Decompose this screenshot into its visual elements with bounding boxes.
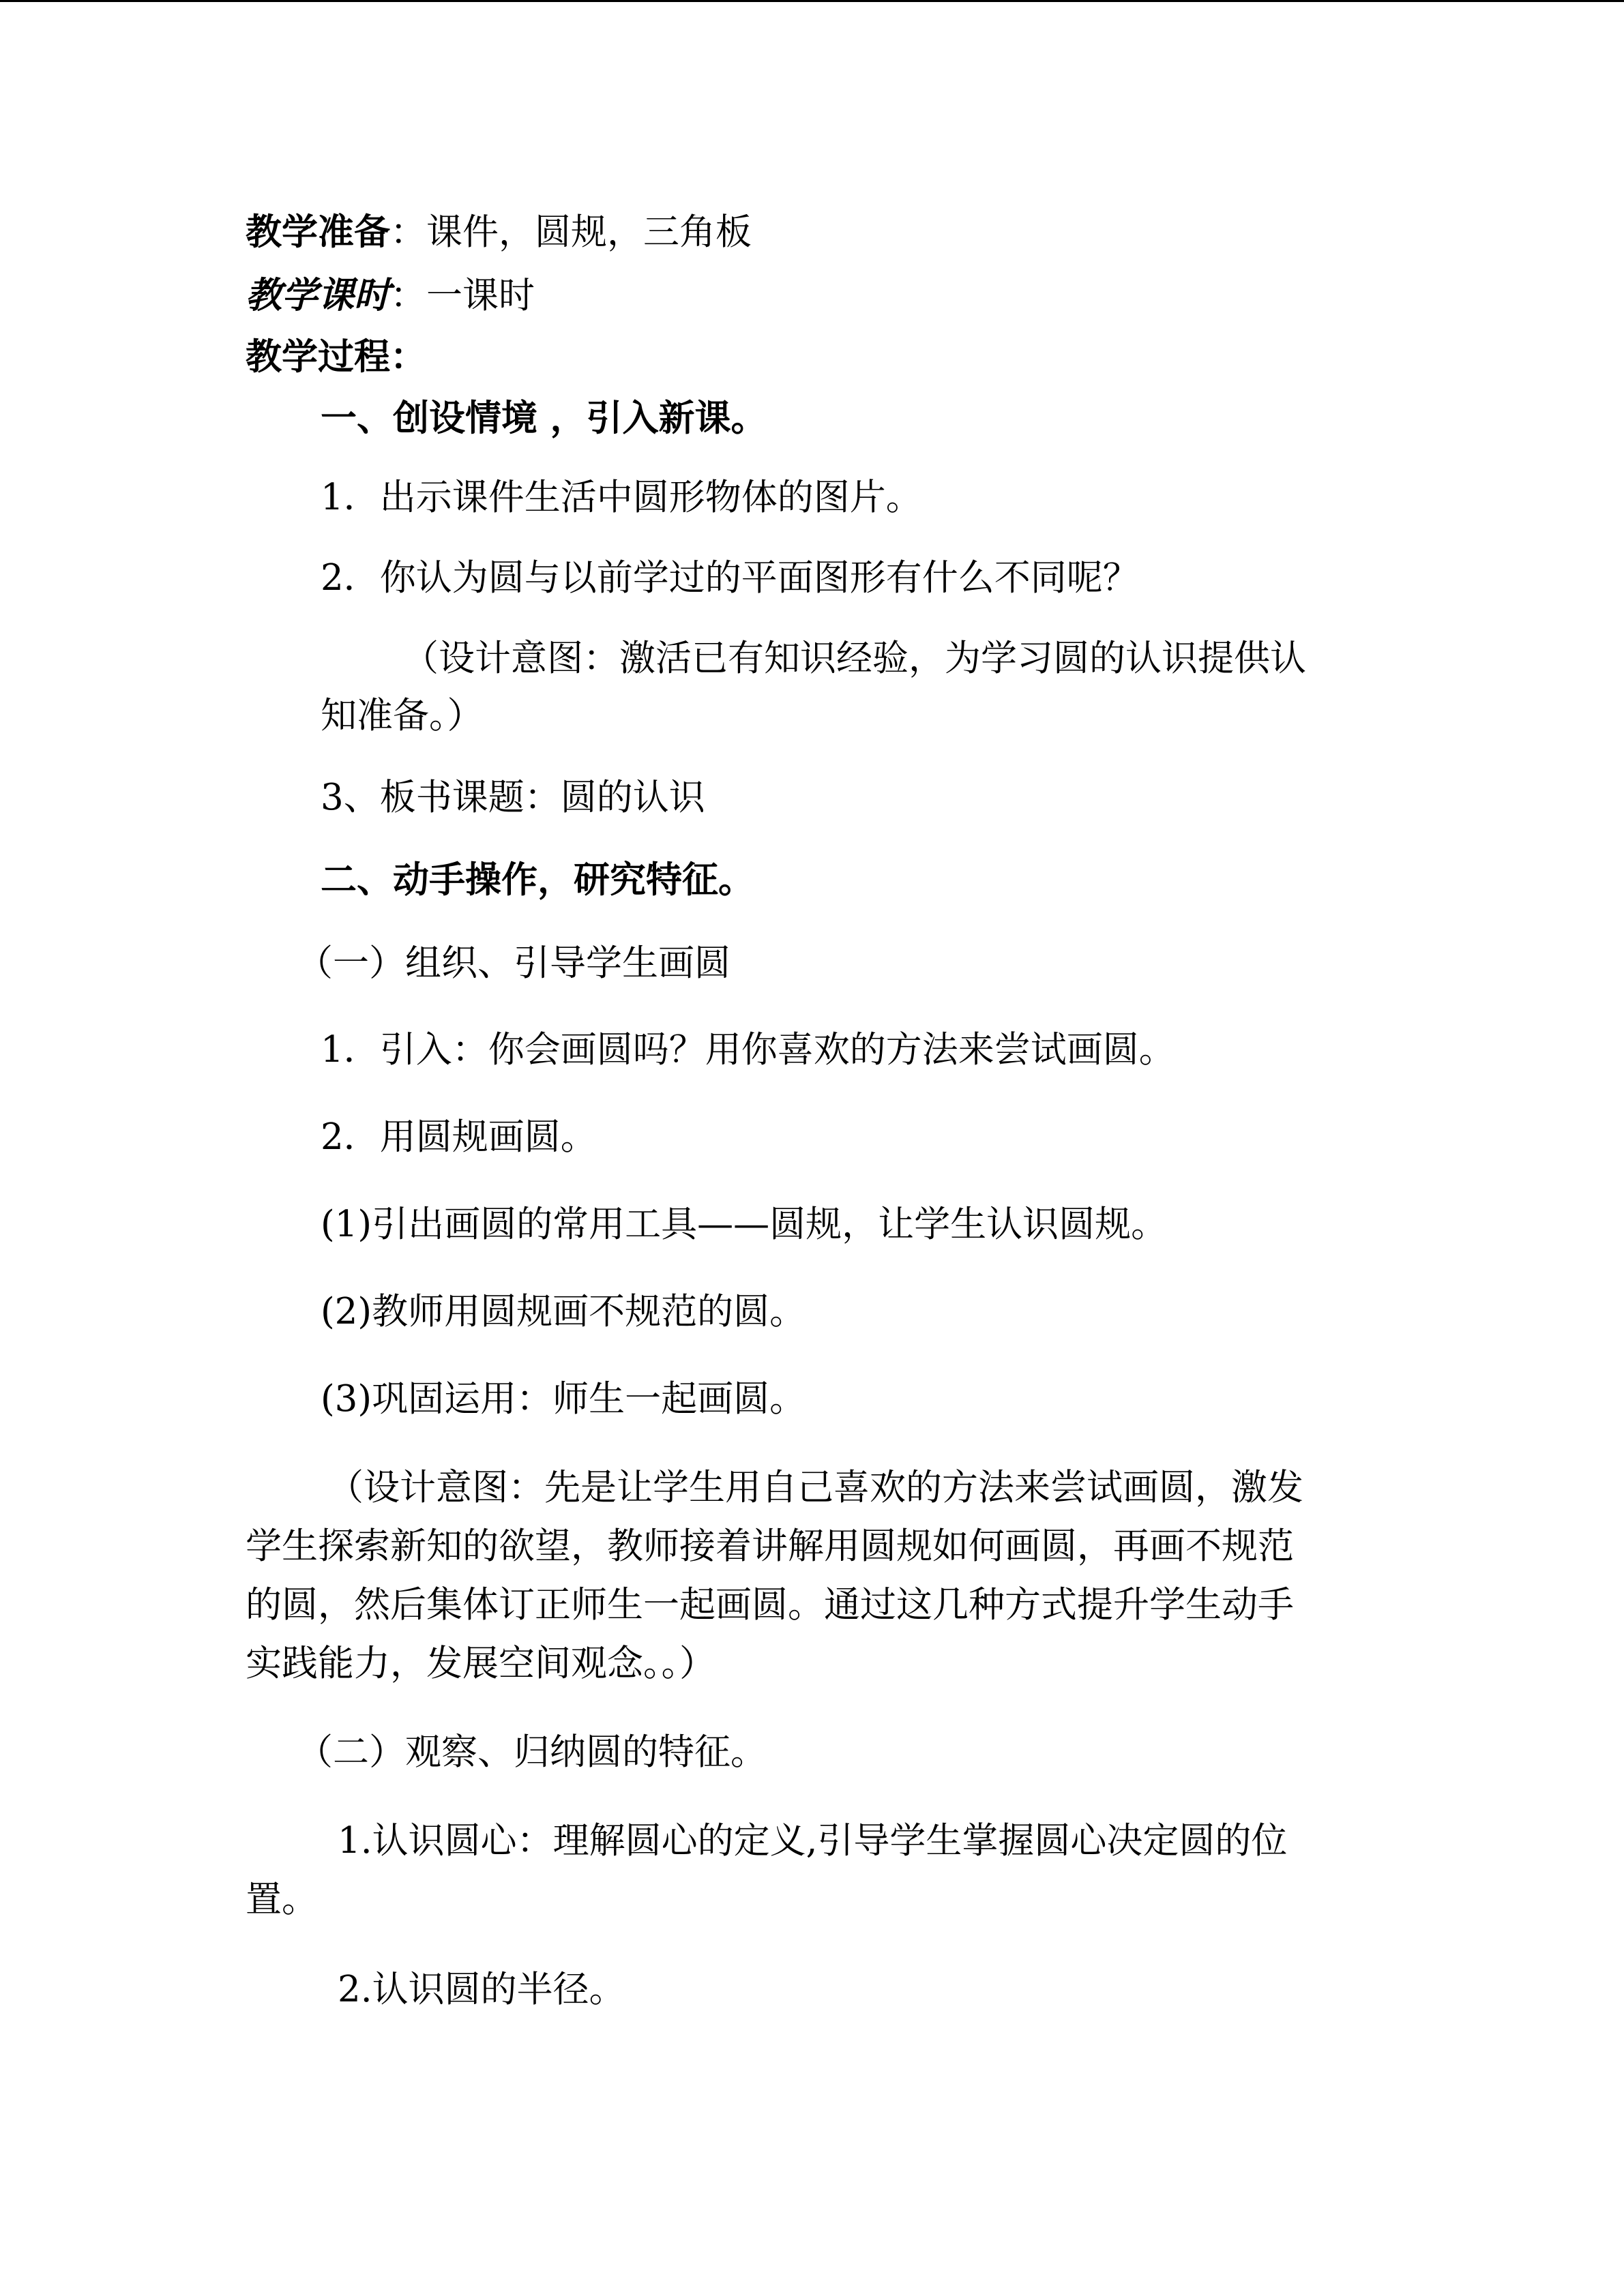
page-top-border xyxy=(0,0,1624,2)
section2-sub2-title: （二）观察、归纳圆的特征。 xyxy=(297,1731,767,1773)
section1-item3: 3、板书课题：圆的认识 xyxy=(321,777,705,818)
section1-intent-line2: 知准备。） xyxy=(321,695,484,736)
sub1-step1: (1)引出画圆的常用工具——圆规，让学生认识圆规。 xyxy=(321,1204,1168,1245)
sub1-step3: (3)巩固运用：师生一起画圆。 xyxy=(321,1378,806,1420)
sub1-item2: 2．用圆规画圆。 xyxy=(321,1116,597,1158)
hours-line xyxy=(246,268,535,323)
hours-value: 一课时 xyxy=(426,275,535,316)
sub1-intent-line2: 学生探索新知的欲望，教师接着讲解用圆规如何画圆，再画不规范 xyxy=(246,1525,1294,1567)
sub1-intent-line3: 的圆，然后集体订正师生一起画圆。通过这几种方式提升学生动手 xyxy=(246,1584,1294,1626)
preparation-value: 课件，圆规，三角板 xyxy=(426,211,752,253)
preparation-label: 教学准备 xyxy=(246,211,390,253)
section2-sub1-title: （一）组织、引导学生画圆 xyxy=(297,942,730,984)
section2-title: 二、动手操作，研究特征。 xyxy=(321,859,754,901)
section1-title: 一、创设情境 ，引入新课。 xyxy=(321,397,767,439)
section1-item2: 2．你认为圆与以前学过的平面图形有什么不同呢？ xyxy=(321,557,1139,599)
section1-intent-line1: （设计意图：激活已有知识经验，为学习圆的认识提供认 xyxy=(402,638,1306,679)
sub2-item1-line1: 1.认识圆心：理解圆心的定义,引导学生掌握圆心决定圆的位 xyxy=(338,1820,1288,1862)
sub2-item2: 2.认识圆的半径。 xyxy=(338,1969,625,2010)
sub1-item1: 1．引入：你会画圆吗？用你喜欢的方法来尝试画圆。 xyxy=(321,1029,1175,1071)
process-label: 教学过程： xyxy=(246,336,426,378)
hours-separator: ： xyxy=(390,275,426,316)
section1-item1: 1．出示课件生活中圆形物体的图片。 xyxy=(321,477,922,518)
hours-label: 教学课时 xyxy=(246,274,390,316)
preparation-line xyxy=(246,205,752,259)
sub1-intent-line1: （设计意图：先是让学生用自己喜欢的方法来尝试画圆，激发 xyxy=(327,1467,1303,1508)
preparation-separator: ： xyxy=(390,211,426,253)
sub1-intent-line4: 实践能力，发展空间观念。。） xyxy=(246,1643,715,1684)
sub1-step2: (2)教师用圆规画不规范的圆。 xyxy=(321,1291,806,1332)
sub2-item1-line2: 置。 xyxy=(246,1879,318,1920)
